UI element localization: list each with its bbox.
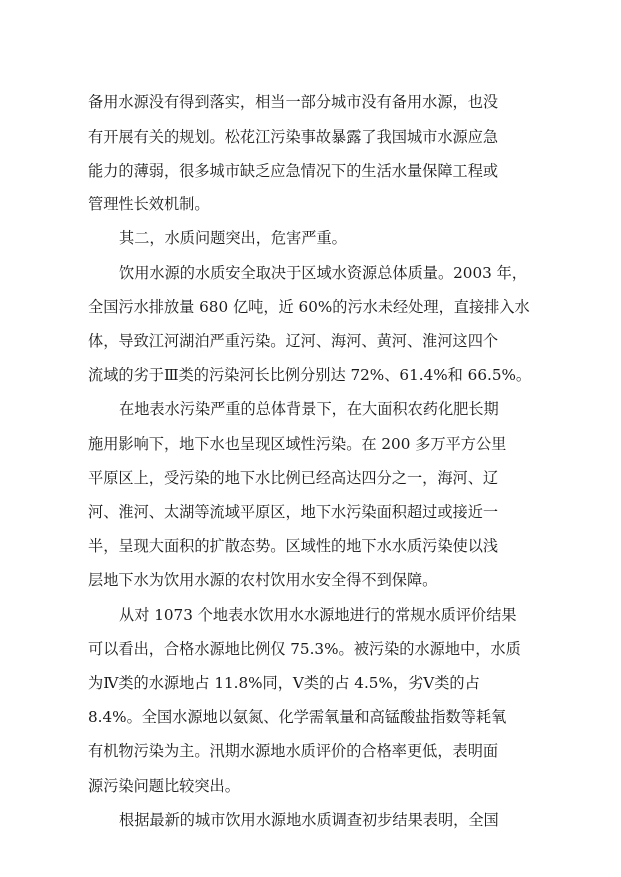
- text-line: 备用水源没有得到落实，相当一部分城市没有备用水源，也没: [88, 93, 499, 111]
- text-line: 为Ⅳ类的水源地占 11.8%同，Ⅴ类的占 4.5%，劣Ⅴ类的占: [88, 674, 480, 692]
- section-heading: 其二，水质问题突出，危害严重。: [119, 229, 347, 247]
- text-line: 8.4%。全国水源地以氨氮、化学需氧量和高锰酸盐指数等耗氧: [88, 708, 507, 726]
- text-line: 有开展有关的规划。松花江污染事故暴露了我国城市水源应急: [88, 128, 499, 146]
- text-line: 施用影响下，地下水也呈现区域性污染。在 200 多万平方公里: [88, 435, 507, 453]
- text-line: 管理性长效机制。: [88, 195, 210, 213]
- text-line: 从对 1073 个地表水饮用水水源地进行的常规水质评价结果: [119, 606, 517, 624]
- text-line: 有机物污染为主。汛期水源地水质评价的合格率更低，表明面: [88, 742, 499, 760]
- text-line: 能力的薄弱，很多城市缺乏应急情况下的生活水量保障工程或: [88, 162, 499, 180]
- text-line: 河、淮河、太湖等流域平原区，地下水污染面积超过或接近一: [88, 503, 499, 521]
- text-line: 根据最新的城市饮用水源地水质调查初步结果表明，全国: [119, 811, 499, 829]
- text-line: 饮用水源的水质安全取决于区域水资源总体质量。2003 年，: [119, 264, 527, 282]
- text-line: 在地表水污染严重的总体背景下，在大面积农药化肥长期: [119, 400, 499, 418]
- text-line: 平原区上，受污染的地下水比例已经高达四分之一，海河、辽: [88, 469, 499, 487]
- text-line: 体，导致江河湖泊严重污染。辽河、海河、黄河、淮河这四个: [88, 332, 499, 350]
- text-line: 流域的劣于Ⅲ类的污染河长比例分别达 72%、61.4%和 66.5%。: [88, 366, 532, 384]
- text-line: 半，呈现大面积的扩散态势。区域性的地下水水质污染使以浅: [88, 537, 499, 555]
- text-line: 层地下水为饮用水源的农村饮用水安全得不到保障。: [88, 571, 438, 589]
- text-line: 全国污水排放量 680 亿吨，近 60%的污水未经处理，直接排入水: [88, 298, 530, 316]
- text-line: 可以看出，合格水源地比例仅 75.3%。被污染的水源地中，水质: [88, 640, 521, 658]
- text-line: 源污染问题比较突出。: [88, 777, 240, 795]
